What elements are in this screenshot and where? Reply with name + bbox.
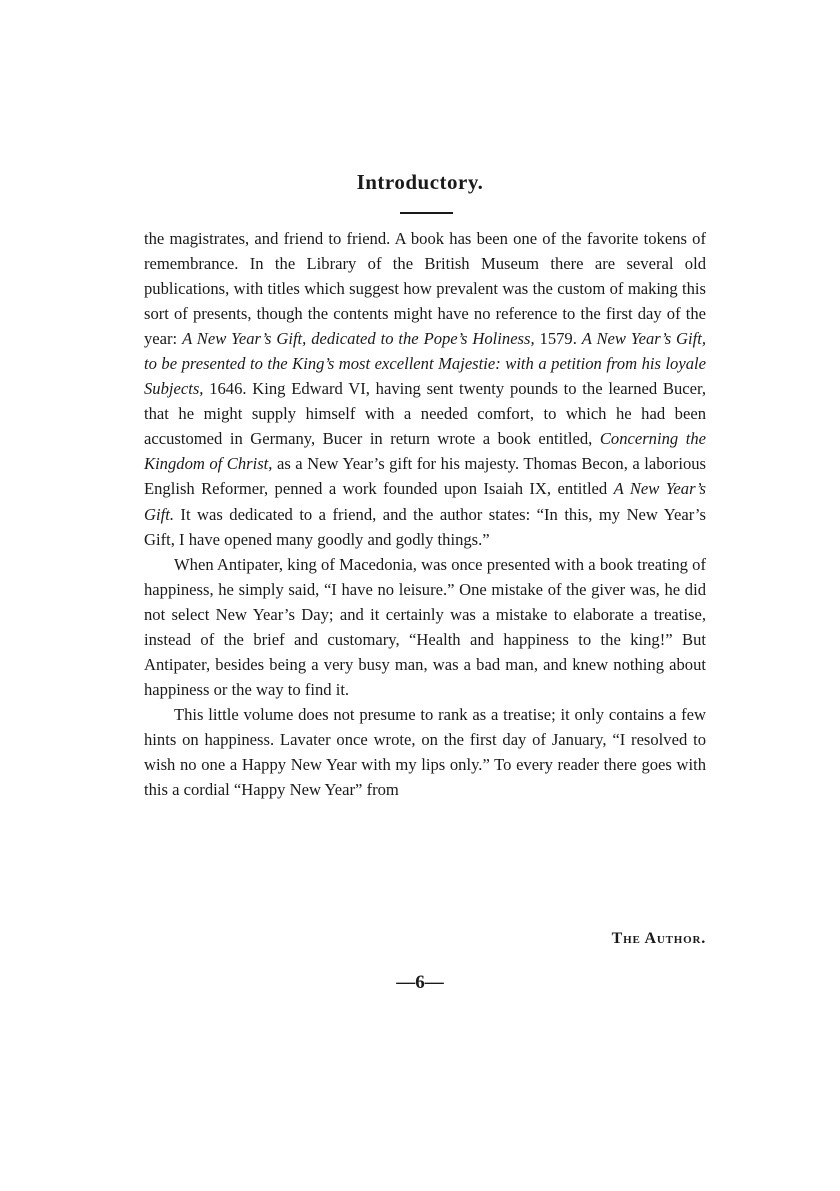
paragraph-2: When Antipater, king of Macedonia, was once presented with a book treating of happiness, he simply said, “I have no leisure.” One mistake of the giver was, he did not select New Year’s Day; and it certainly was a mistake to elaborate a treatise, instead of the brief and customary, “Health and happiness to the king!” But Antipater, besides being a very busy man, was a bad man, and knew nothing about happiness or the way to find it.: [144, 554, 706, 699]
p1-text-4: as a New Year’s gift for his majesty. Thomas Becon, a laborious English Reformer, penned a work founded upon Isaiah IX, entitled: [144, 454, 706, 499]
p1-text-5: It was dedicated to a friend, and the author states: “In this, my New Year’s Gift, I have opened many goodly and godly things.”: [144, 504, 706, 549]
p1-title-1: A New Year’s Gift, dedicated to the Pope’s Holiness,: [182, 329, 535, 349]
p1-text-1: the magistrates, and friend to friend. A book has been one of the favorite tokens of remembrance. In the Library of the British Museum there are several old publications, with titles which suggest how prevalent was the custom of making this sort of presents, though the contents might have no reference to the first day of the year:: [144, 229, 706, 349]
page-heading: Introductory.: [356, 170, 484, 194]
paragraph-1: [144, 226, 706, 552]
paragraph-3: This little volume does not presume to rank as a treatise; it only contains a few hints on happiness. Lavater once wrote, on the first day of January, “I resolved to wish no one a Happy New Year with my lips only.” To every reader there goes with this a cordial “Happy New Year” from: [144, 704, 706, 800]
p1-title-2: A New Year’s Gift, to be presented to the King’s most excellent Majestie: with a petition from his loyale Subjects,: [144, 329, 707, 399]
p1-text-2: 1579.: [534, 329, 582, 349]
page-number: —6—: [396, 972, 444, 993]
heading-rule: [400, 212, 453, 214]
body-text: [144, 226, 706, 802]
p1-title-3: Concerning the Kingdom of Christ,: [144, 429, 706, 474]
p1-text-3: 1646. King Edward VI, having sent twenty pounds to the learned Bucer, that he might supply himself with a needed comfort, to which he had been accustomed in Germany, Bucer in return wrote a book entitled,: [144, 379, 706, 449]
author-signature: The Author.: [611, 930, 706, 947]
p1-title-4: A New Year’s Gift.: [144, 479, 706, 524]
